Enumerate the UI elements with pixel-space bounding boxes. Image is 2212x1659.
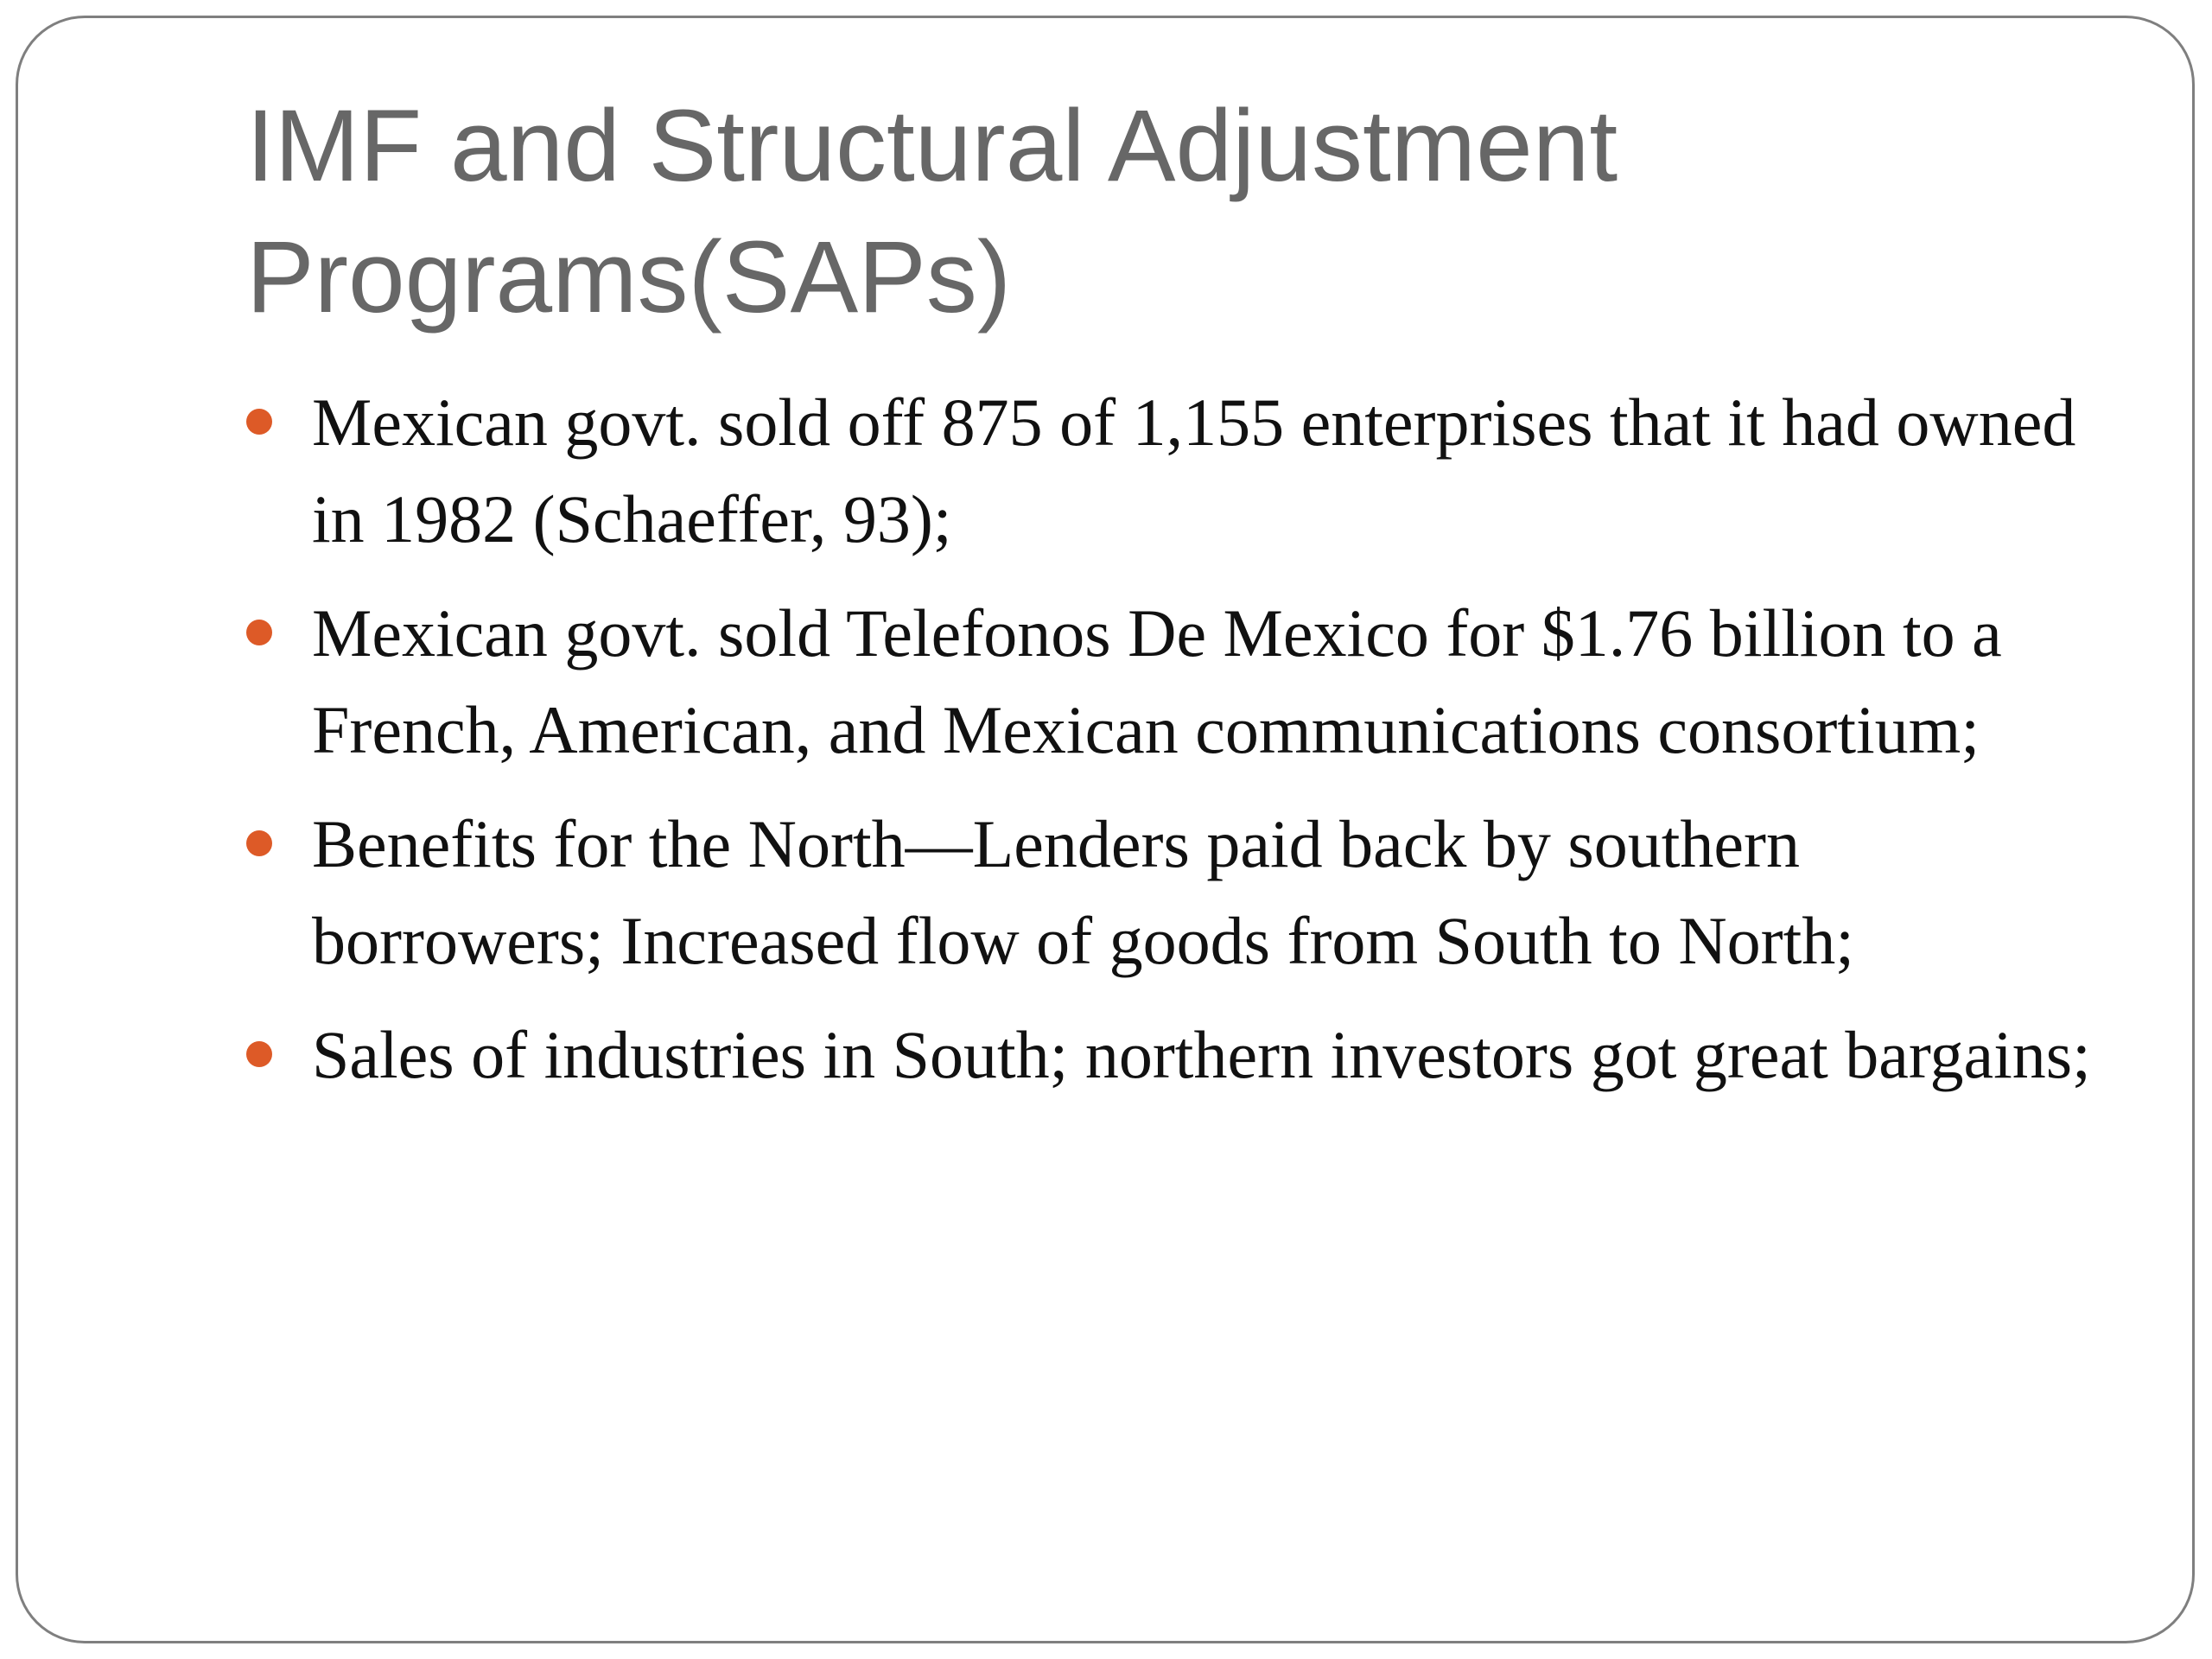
bullet-item bbox=[246, 796, 2095, 989]
bullet-dot-icon bbox=[246, 830, 272, 856]
bullet-dot-icon bbox=[246, 620, 272, 645]
slide-title: IMF and Structural Adjustment Programs(SAPs) bbox=[246, 89, 1618, 334]
bullet-dot-icon bbox=[246, 409, 272, 435]
slide bbox=[16, 16, 2195, 1643]
bullet-text: Sales of industries in South; northern investors got great bargains; bbox=[312, 1017, 2091, 1092]
bullet-item bbox=[246, 374, 2095, 568]
bullet-text: Mexican govt. sold Telefonos De Mexico for $1.76 billion to a French, American, and Mexican communications consortium; bbox=[312, 595, 2002, 767]
bullet-text: Mexican govt. sold off 875 of 1,155 enterprises that it had owned in 1982 (Schaeffer, 93); bbox=[312, 385, 2076, 556]
bullet-list bbox=[246, 374, 2095, 1121]
bullet-item bbox=[246, 585, 2095, 779]
bullet-item bbox=[246, 1007, 2095, 1103]
bullet-text: Benefits for the North—Lenders paid back by southern borrowers; Increased flow of goods from South to North; bbox=[312, 806, 1854, 978]
bullet-dot-icon bbox=[246, 1041, 272, 1067]
